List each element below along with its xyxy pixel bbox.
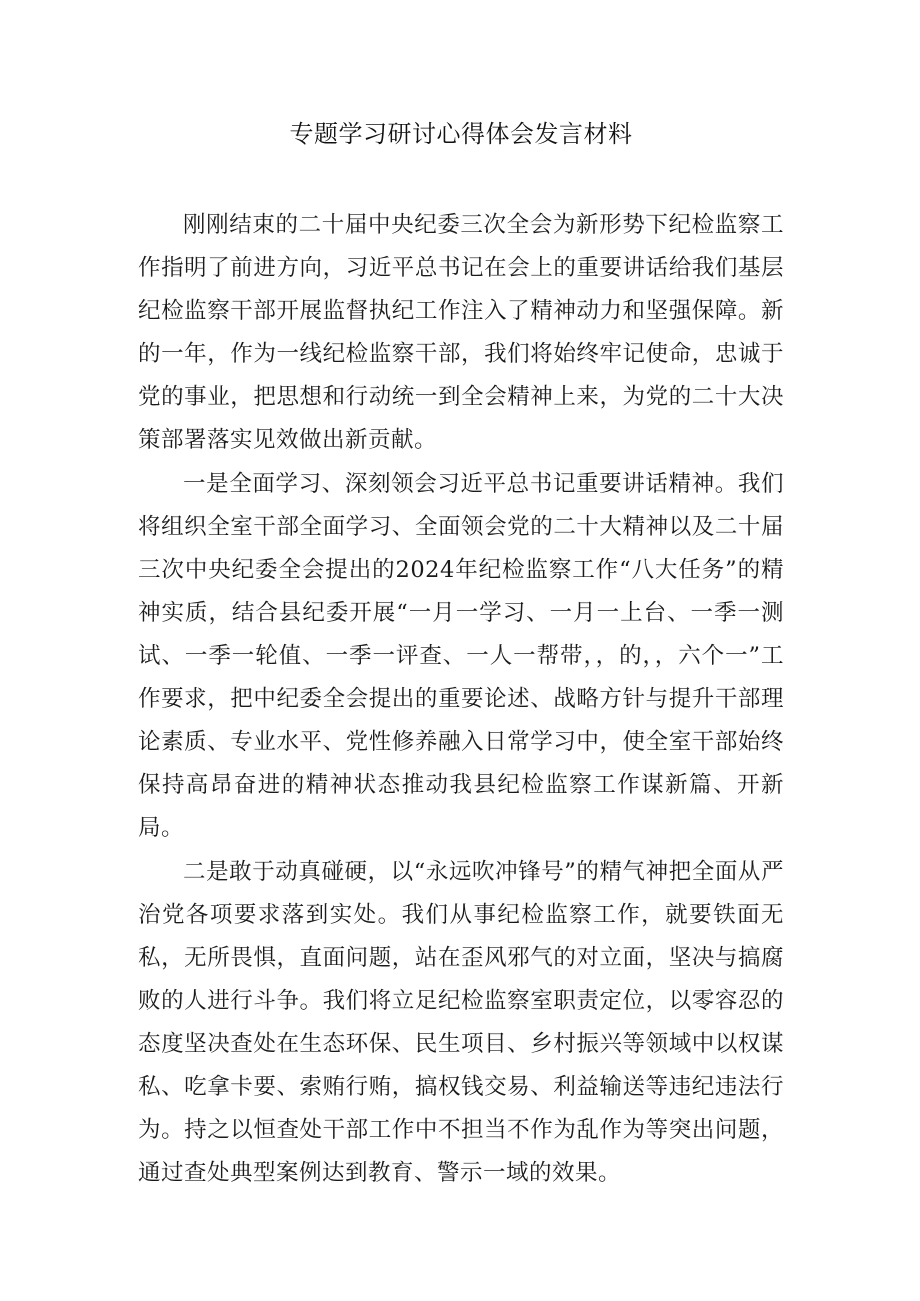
paragraph-intro: 刚刚结束的二十届中央纪委三次全会为新形势下纪检监察工作指明了前进方向，习近平总书记在会上的重要讲话给我们基层纪检监察干部开展监督执纪工作注入了精神动力和坚强保障。新的一年，作为一线纪检监察干部，我们将始终牢记使命，忠诚于党的事业，把思想和行动统一到全会精神上来，为党的二十大决策部署落实见效做出新贡献。 xyxy=(138,212,784,453)
paragraph-point-two: 二是敢于动真碰硬，以“永远吹冲锋号”的精气神把全面从严治党各项要求落到实处。我们从事纪检监察工作，就要铁面无私，无所畏惧，直面问题，站在歪风邪气的对立面，坚决与搞腐败的人进行斗争。我们将立足纪检监察室职责定位，以零容忍的态度坚决查处在生态环保、民生项目、乡村振兴等领域中以权谋私、吃拿卡要、索贿行贿，搞权钱交易、利益输送等违纪违法行为。持之以恒查处干部工作中不担当不作为乱作为等突出问题，通过查处典型案例达到教育、警示一域的效果。 xyxy=(138,859,784,1186)
document-title: 专题学习研讨心得体会发言材料 xyxy=(289,120,633,148)
paragraph-point-one: 一是全面学习、深刻领会习近平总书记重要讲话精神。我们将组织全室干部全面学习、全面领会党的二十大精神以及二十届三次中央纪委全会提出的2024年纪检监察工作“八大任务”的精神实质，结合县纪委开展“一月一学习、一月一上台、一季一测试、一季一轮值、一季一评查、一人一帮带，，的，，六个一”工作要求，把中纪委全会提出的重要论述、战略方针与提升干部理论素质、专业水平、党性修养融入日常学习中，使全室干部始终保持高昂奋进的精神状态推动我县纪检监察工作谋新篇、开新局。 xyxy=(138,471,784,841)
document-body xyxy=(138,204,784,1195)
